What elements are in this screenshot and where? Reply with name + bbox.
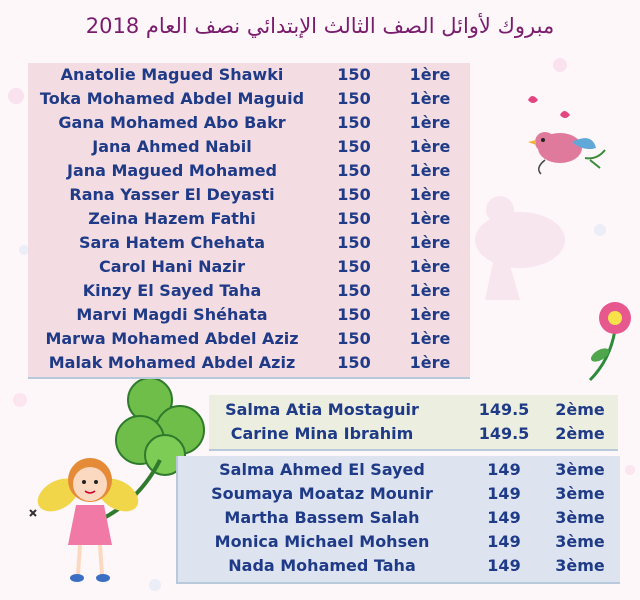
student-name: Anatolie Magued Shawki [60, 65, 284, 84]
student-rank: 1ère [409, 209, 451, 228]
student-rank: 2ème [555, 424, 605, 443]
student-name: Zeina Hazem Fathi [88, 209, 256, 228]
student-rank: 1ère [409, 353, 451, 372]
student-name: Toka Mohamed Abdel Maguid [39, 89, 305, 108]
table-row [0, 422, 640, 446]
student-score: 150 [337, 257, 371, 276]
student-name: Jana Magued Mohamed [66, 161, 278, 180]
table-row [0, 482, 640, 506]
table-row [0, 111, 640, 135]
student-score: 149.5 [478, 400, 530, 419]
table-row [0, 159, 640, 183]
student-name: Salma Atia Mostaguir [225, 400, 419, 419]
student-rank: 2ème [555, 400, 605, 419]
table-row [0, 458, 640, 482]
student-rank: 3ème [555, 484, 605, 503]
table-row [0, 255, 640, 279]
student-name: Kinzy El Sayed Taha [82, 281, 262, 300]
student-rank: 3ème [555, 508, 605, 527]
student-rank: 3ème [555, 556, 605, 575]
student-rank: 1ère [409, 185, 451, 204]
student-score: 150 [337, 161, 371, 180]
student-score: 150 [337, 305, 371, 324]
student-score: 150 [337, 185, 371, 204]
student-name: Gana Mohamed Abo Bakr [58, 113, 286, 132]
student-score: 150 [337, 113, 371, 132]
student-rank: 1ère [409, 65, 451, 84]
table-row [0, 506, 640, 530]
student-score: 149 [487, 508, 521, 527]
table-row [0, 327, 640, 351]
student-rank: 3ème [555, 460, 605, 479]
student-score: 149 [487, 460, 521, 479]
student-score: 150 [337, 281, 371, 300]
table-row [0, 303, 640, 327]
student-name: Jana Ahmed Nabil [92, 137, 252, 156]
student-rank: 1ère [409, 329, 451, 348]
student-score: 149 [487, 532, 521, 551]
student-rank: 1ère [409, 113, 451, 132]
student-rank: 1ère [409, 257, 451, 276]
table-row [0, 231, 640, 255]
student-name: Soumaya Moataz Mounir [211, 484, 433, 503]
table-row [0, 279, 640, 303]
student-score: 150 [337, 209, 371, 228]
student-name: Sara Hatem Chehata [78, 233, 266, 252]
student-name: Marvi Magdi Shéhata [76, 305, 268, 324]
student-rank: 1ère [409, 89, 451, 108]
student-score: 149 [487, 484, 521, 503]
student-name: Salma Ahmed El Sayed [219, 460, 425, 479]
student-name: Carol Hani Nazir [99, 257, 245, 276]
student-rank: 1ère [409, 281, 451, 300]
table-row [0, 351, 640, 375]
student-rank: 1ère [409, 233, 451, 252]
student-rank: 3ème [555, 532, 605, 551]
student-rank: 1ère [409, 305, 451, 324]
student-name: Carine Mina Ibrahim [230, 424, 414, 443]
student-name: Nada Mohamed Taha [228, 556, 416, 575]
table-row [0, 398, 640, 422]
student-score: 149.5 [478, 424, 530, 443]
student-name: Marwa Mohamed Abdel Aziz [45, 329, 299, 348]
student-score: 150 [337, 65, 371, 84]
student-name: Martha Bassem Salah [224, 508, 420, 527]
student-name: Monica Michael Mohsen [214, 532, 430, 551]
student-score: 150 [337, 233, 371, 252]
student-name: Rana Yasser El Deyasti [69, 185, 275, 204]
student-name: Malak Mohamed Abdel Aziz [48, 353, 296, 372]
student-score: 149 [487, 556, 521, 575]
table-row [0, 63, 640, 87]
table-row [0, 183, 640, 207]
student-score: 150 [337, 329, 371, 348]
student-rank: 1ère [409, 161, 451, 180]
table-row [0, 530, 640, 554]
page-title: مبروك لأوائل الصف الثالث الإبتدائي نصف العام 2018 [85, 14, 555, 38]
table-row [0, 207, 640, 231]
student-score: 150 [337, 137, 371, 156]
table-row [0, 554, 640, 578]
student-score: 150 [337, 89, 371, 108]
student-score: 150 [337, 353, 371, 372]
table-row [0, 135, 640, 159]
student-rank: 1ère [409, 137, 451, 156]
table-row [0, 87, 640, 111]
